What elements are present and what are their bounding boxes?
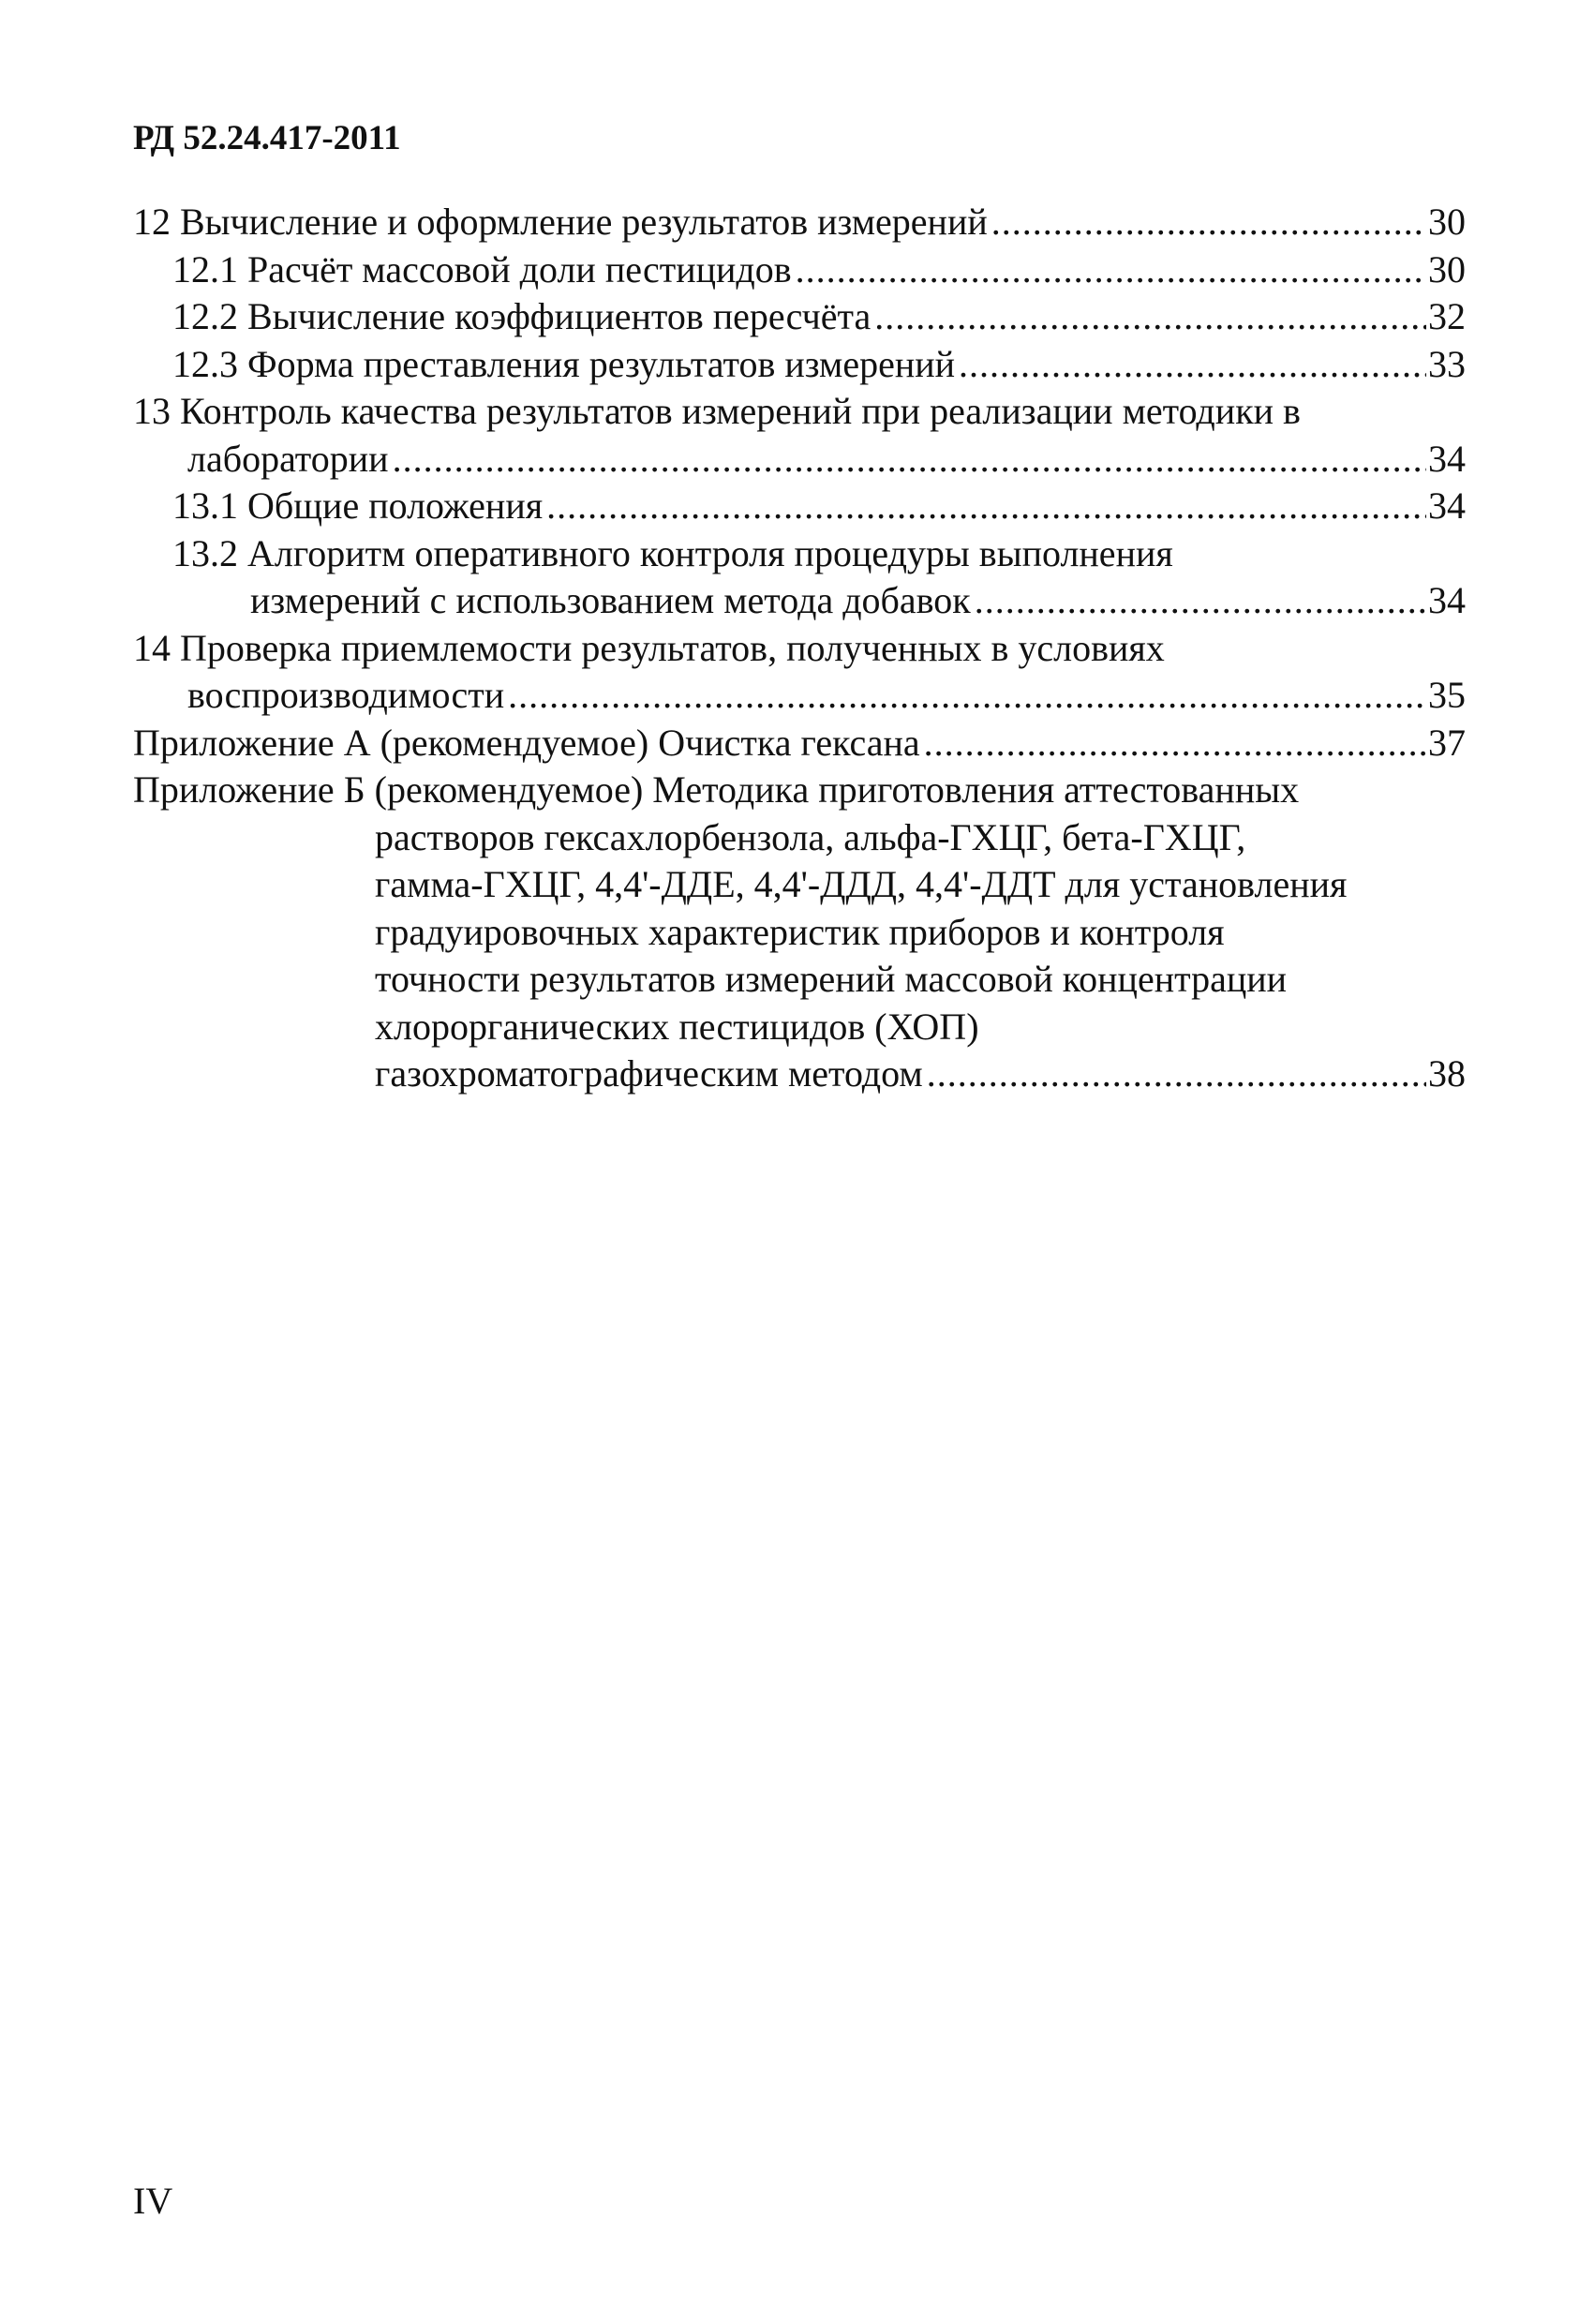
toc-entry-13-1[interactable]	[133, 483, 1466, 530]
toc-entry-appendix-a[interactable]	[133, 720, 1466, 767]
toc-page-number: 34	[1428, 579, 1466, 621]
dot-leader	[991, 199, 1426, 246]
toc-entry-title-line1: 14 Проверка приемлемости результатов, полученных в условиях	[133, 626, 1165, 669]
toc-page-number: 32	[1428, 295, 1466, 337]
toc-entry-12-2[interactable]	[133, 293, 1466, 341]
dot-leader	[959, 341, 1426, 389]
dot-leader	[874, 293, 1426, 341]
toc-entry-14[interactable]	[133, 625, 1466, 720]
toc-entry-title: 12.2 Вычисление коэффициентов пересчёта	[172, 295, 871, 337]
toc-entry-title-line2: растворов гексахлорбензола, альфа-ГХЦГ, бета-ГХЦГ,	[375, 815, 1246, 858]
toc-entry-12[interactable]	[133, 199, 1466, 246]
page-number-footer: IV	[133, 2180, 173, 2222]
dot-leader	[393, 436, 1426, 484]
toc-entry-title-line1: 13.2 Алгоритм оперативного контроля процедуры выполнения	[172, 531, 1173, 574]
toc-entry-title-line1: 13 Контроль качества результатов измерений при реализации методики в	[133, 390, 1301, 432]
toc-entry-title: 13.1 Общие положения	[172, 484, 544, 527]
toc-page-number: 30	[1428, 201, 1466, 243]
dot-leader	[975, 577, 1426, 625]
dot-leader	[924, 720, 1426, 767]
toc-page-number: 30	[1428, 247, 1466, 290]
toc-entry-appendix-b[interactable]	[133, 767, 1466, 1098]
toc-entry-title: 12 Вычисление и оформление результатов измерений	[133, 201, 988, 243]
toc-entry-title-line2: лаборатории	[187, 437, 389, 480]
table-of-contents	[133, 199, 1466, 1098]
toc-entry-title: 12.3 Форма преставления результатов измерений	[172, 342, 956, 385]
toc-page-number: 34	[1428, 484, 1466, 527]
toc-entry-12-3[interactable]	[133, 341, 1466, 389]
toc-entry-title-line7: газохроматографическим методом	[375, 1052, 923, 1095]
toc-entry-title-line2: воспроизводимости	[187, 674, 505, 716]
toc-page-number: 33	[1428, 342, 1466, 385]
toc-entry-13[interactable]	[133, 388, 1466, 483]
toc-entry-title-line5: точности результатов измерений массовой концентрации	[375, 958, 1288, 1000]
toc-entry-12-1[interactable]	[133, 246, 1466, 294]
toc-entry-title: 12.1 Расчёт массовой доли пестицидов	[172, 247, 792, 290]
toc-entry-title-line4: градуировочных характеристик приборов и контроля	[375, 910, 1225, 953]
toc-entry-title-line3: гамма-ГХЦГ, 4,4'-ДДЕ, 4,4'-ДДД, 4,4'-ДДТ для установления	[375, 863, 1348, 905]
dot-leader	[927, 1050, 1426, 1098]
toc-entry-title: Приложение А (рекомендуемое) Очистка гексана	[133, 721, 920, 764]
toc-entry-title-line6: хлорорганических пестицидов (ХОП)	[375, 1005, 979, 1048]
document-code-header: РД 52.24.417-2011	[133, 119, 401, 157]
toc-page-number: 35	[1428, 674, 1466, 716]
toc-entry-title-line2: измерений с использованием метода добавок	[250, 579, 971, 621]
toc-entry-13-2[interactable]	[133, 530, 1466, 625]
toc-page-number: 34	[1428, 437, 1466, 480]
dot-leader	[508, 672, 1426, 720]
toc-entry-title-line1: Приложение Б (рекомендуемое) Методика приготовления аттестованных	[133, 768, 1300, 811]
toc-page-number: 37	[1428, 721, 1466, 764]
toc-page-number: 38	[1428, 1052, 1466, 1095]
dot-leader	[796, 246, 1426, 294]
dot-leader	[546, 483, 1426, 530]
